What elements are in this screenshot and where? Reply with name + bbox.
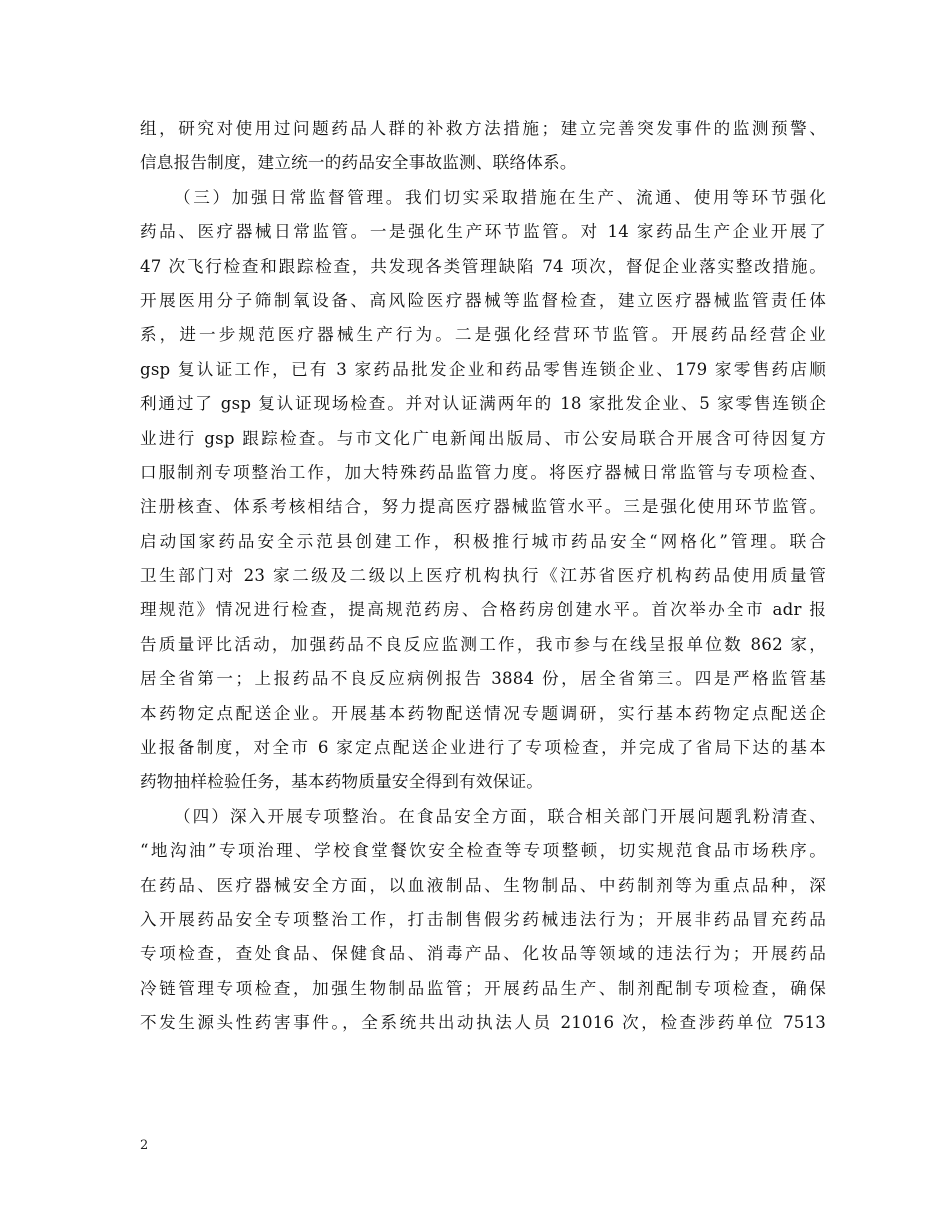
text-line: 业报备制度，对全市 6 家定点配送企业进行了专项检查，并完成了省局下达的基本 <box>140 738 826 758</box>
text-line: 注册核查、体系考核相结合，努力提高医疗器械监管水平。三是强化使用环节监管。 <box>140 497 826 517</box>
text-line: 系，进一步规范医疗器械生产行为。二是强化经营环节监管。开展药品经营企业 <box>140 325 826 345</box>
text-line: 药物抽样检验任务，基本药物质量安全得到有效保证。 <box>140 772 544 792</box>
text-line: 在药品、医疗器械安全方面，以血液制品、生物制品、中药制剂等为重点品种，深 <box>140 875 826 895</box>
text-line: 冷链管理专项检查，加强生物制品监管；开展药品生产、制剂配制专项检查，确保 <box>140 978 826 998</box>
text-line: 启动国家药品安全示范县创建工作，积极推行城市药品安全“网格化”管理。联合 <box>140 531 826 551</box>
body-text <box>140 112 826 1041</box>
text-line: gsp 复认证工作，已有 3 家药品批发企业和药品零售连锁企业、179 家零售药店顺 <box>140 359 826 379</box>
paragraph-heading-line: （四）深入开展专项整治。在食品安全方面，联合相关部门开展问题乳粉清查、 <box>174 806 826 826</box>
text-line: 告质量评比活动，加强药品不良反应监测工作，我市参与在线呈报单位数 862 家， <box>140 634 826 654</box>
page-number: 2 <box>140 1138 149 1153</box>
text-line: 入开展药品安全专项整治工作，打击制售假劣药械违法行为；开展非药品冒充药品 <box>140 909 826 929</box>
text-line: 开展医用分子筛制氧设备、高风险医疗器械等监督检查，建立医疗器械监管责任体 <box>140 290 826 310</box>
text-line: 信息报告制度，建立统一的药品安全事故监测、联络体系。 <box>140 153 577 173</box>
text-line: 卫生部门对 23 家二级及二级以上医疗机构执行《江苏省医疗机构药品使用质量管 <box>140 566 826 586</box>
text-line: 口服制剂专项整治工作，加大特殊药品监管力度。将医疗器械日常监管与专项检查、 <box>140 462 826 482</box>
text-line: 本药物定点配送企业。开展基本药物配送情况专题调研，实行基本药物定点配送企 <box>140 703 826 723</box>
text-line: 47 次飞行检查和跟踪检查，共发现各类管理缺陷 74 项次，督促企业落实整改措施。 <box>140 256 826 276</box>
paragraph-heading-line: （三）加强日常监督管理。我们切实采取措施在生产、流通、使用等环节强化 <box>174 187 826 207</box>
text-line: 业进行 gsp 跟踪检查。与市文化广电新闻出版局、市公安局联合开展含可待因复方 <box>140 428 826 448</box>
text-line: 专项检查，查处食品、保健食品、消毒产品、化妆品等领域的违法行为；开展药品 <box>140 944 826 964</box>
text-line: 居全省第一；上报药品不良反应病例报告 3884 份，居全省第三。四是严格监管基 <box>140 669 826 689</box>
text-line: 理规范》情况进行检查，提高规范药房、合格药房创建水平。首次举办全市 adr 报 <box>140 600 826 620</box>
text-line: 组，研究对使用过问题药品人群的补救方法措施；建立完善突发事件的监测预警、 <box>140 119 826 138</box>
text-line: 药品、医疗器械日常监管。一是强化生产环节监管。对 14 家药品生产企业开展了 <box>140 222 826 242</box>
text-line: “地沟油”专项治理、学校食堂餐饮安全检查等专项整顿，切实规范食品市场秩序。 <box>140 841 826 861</box>
text-line: 利通过了 gsp 复认证现场检查。并对认证满两年的 18 家批发企业、5 家零售连锁企 <box>140 394 826 414</box>
text-line: 不发生源头性药害事件。，全系统共出动执法人员 21016 次，检查涉药单位 7513 <box>140 1013 826 1033</box>
